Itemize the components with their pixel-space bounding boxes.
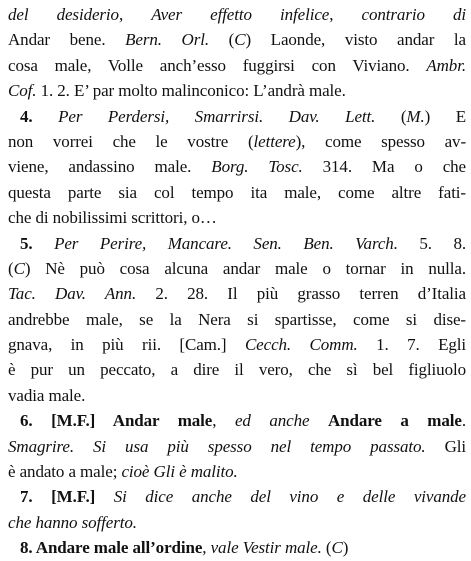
plain-text: (: [209, 30, 235, 50]
italic-text: Cecch. Comm.: [244, 335, 358, 355]
plain-text: è andato a male;: [8, 462, 122, 482]
plain-text: vadia male.: [8, 385, 86, 405]
bold-text: 4.: [20, 106, 59, 126]
text-line: [8, 205, 466, 230]
plain-text: viene, andassino male.: [8, 157, 212, 177]
italic-text: C: [13, 258, 25, 278]
plain-text: Gli: [425, 436, 466, 456]
text-line: [8, 129, 466, 154]
text-line: [8, 484, 466, 509]
plain-text: 1. 7. Egli: [357, 335, 466, 355]
plain-text: non vorrei che le vostre (: [8, 131, 254, 151]
bold-text: 5.: [20, 233, 55, 253]
text-line: [8, 2, 466, 27]
plain-text: (: [8, 258, 14, 278]
text-line: [8, 180, 466, 205]
text-line: [8, 357, 466, 382]
plain-text: [309, 411, 328, 430]
text-line: [8, 459, 466, 484]
text-line: [8, 154, 466, 179]
plain-text: ,: [202, 538, 211, 558]
italic-text: Tac. Dav. Ann.: [8, 284, 137, 304]
italic-text: Per Perire, Mancare. Sen. Ben. Varch.: [54, 233, 398, 253]
italic-text: Smagrire. Si usa più spesso nel tempo passato.: [8, 436, 426, 456]
italic-text: contrario di: [361, 5, 466, 24]
plain-text: ) Nè può cosa alcuna andar male o tornar in nulla.: [24, 258, 466, 278]
plain-text: gnava, in più rii. [Cam.]: [8, 335, 245, 355]
italic-text: M.: [406, 106, 425, 126]
text-line: [8, 256, 466, 281]
italic-text: Ambr.: [426, 55, 466, 75]
plain-text: ) E: [424, 106, 466, 126]
text-line: [8, 231, 466, 256]
bold-text: Andare a male: [327, 411, 462, 431]
text-line: [8, 104, 466, 129]
italic-text: Borg. Tosc.: [211, 157, 303, 177]
dictionary-entry-page: [8, 2, 466, 561]
plain-text: andrebbe male, se la Nera si spartisse, come si dise-: [8, 309, 466, 329]
plain-text: ,: [329, 5, 362, 24]
text-line: [8, 281, 466, 306]
plain-text: ), come spesso av-: [295, 131, 466, 151]
text-line: [8, 408, 466, 433]
plain-text: 314. Ma o che: [302, 157, 466, 177]
plain-text: ,: [212, 411, 235, 431]
bold-text: 7. [M.F.]: [20, 487, 114, 507]
plain-text: (: [375, 106, 407, 126]
italic-text: cioè Gli è malito.: [121, 462, 238, 482]
plain-text: ) Laonde, visto andar la: [245, 30, 466, 50]
italic-text: lettere: [253, 131, 296, 151]
italic-text: che hanno sofferto.: [8, 512, 137, 532]
italic-text: vale Vestir male.: [210, 538, 322, 558]
text-line: [8, 27, 466, 52]
plain-text: ): [342, 538, 349, 558]
plain-text: è pur un peccato, a dire il vero, che sì bel figliuolo: [8, 360, 466, 380]
plain-text: .: [461, 411, 466, 431]
bold-text: 6. [M.F.]: [20, 411, 113, 431]
text-line: [8, 535, 466, 560]
plain-text: ,: [118, 5, 152, 24]
plain-text: 5. 8.: [397, 233, 466, 253]
text-line: [8, 434, 466, 459]
bold-text: Andare male all’ordine: [35, 538, 203, 558]
italic-text: Si dice anche del vino e delle vivande: [113, 487, 466, 507]
plain-text: 1. 2. E’ par molto malinconico: L’andrà male.: [36, 81, 346, 101]
italic-text: ed anche: [234, 411, 310, 431]
italic-text: C: [234, 30, 246, 50]
text-line: [8, 383, 466, 408]
text-line: [8, 53, 466, 78]
text-line: [8, 510, 466, 535]
italic-text: Bern. Orl.: [125, 30, 210, 50]
italic-text: del desiderio: [8, 5, 119, 24]
text-line: [8, 78, 466, 103]
bold-text: 8.: [20, 538, 36, 558]
italic-text: Per Perdersi, Smarrirsi. Dav. Lett.: [58, 106, 376, 126]
plain-text: che di nobilissimi scrittori, o…: [8, 208, 217, 228]
bold-text: Andar male: [112, 411, 213, 431]
text-line: [8, 332, 466, 357]
italic-text: Aver effetto infelice: [151, 5, 330, 24]
italic-text: C: [331, 538, 343, 558]
plain-text: 2. 28. Il più grasso terren d’Italia: [136, 284, 466, 304]
text-line: [8, 307, 466, 332]
plain-text: (: [321, 538, 332, 558]
italic-text: Cof.: [8, 81, 37, 101]
plain-text: Andar bene.: [8, 30, 126, 50]
plain-text: cosa male, Volle anch’esso fuggirsi con Viviano.: [8, 55, 427, 75]
plain-text: questa parte sia col tempo ita male, come altre fati-: [8, 182, 466, 202]
